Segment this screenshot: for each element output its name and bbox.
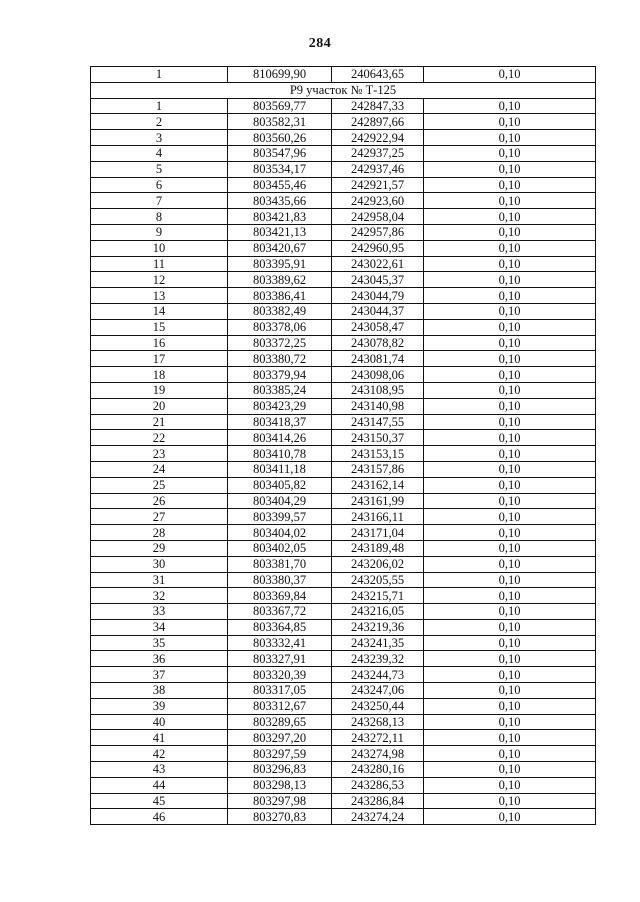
table-row	[91, 493, 596, 509]
point-number-cell: 45	[91, 793, 228, 809]
x-coordinate-cell: 803399,57	[228, 509, 332, 525]
x-coordinate-cell: 803423,29	[228, 398, 332, 414]
accuracy-cell: 0,10	[424, 572, 596, 588]
x-coordinate-cell: 803547,96	[228, 145, 332, 161]
accuracy-cell: 0,10	[424, 114, 596, 130]
x-coordinate-cell: 803569,77	[228, 98, 332, 114]
y-coordinate-cell: 243044,37	[332, 303, 424, 319]
table-row	[91, 525, 596, 541]
y-coordinate-cell: 242897,66	[332, 114, 424, 130]
x-coordinate-cell: 803296,83	[228, 762, 332, 778]
table-row	[91, 461, 596, 477]
x-coordinate-cell: 803560,26	[228, 130, 332, 146]
x-coordinate-cell: 803395,91	[228, 256, 332, 272]
table-row	[91, 193, 596, 209]
point-number-cell: 8	[91, 209, 228, 225]
y-coordinate-cell: 243274,98	[332, 746, 424, 762]
table-row	[91, 777, 596, 793]
table-row	[91, 398, 596, 414]
y-coordinate-cell: 243274,24	[332, 809, 424, 825]
y-coordinate-cell: 243286,84	[332, 793, 424, 809]
table-row	[91, 303, 596, 319]
table-row	[91, 177, 596, 193]
point-number-cell: 31	[91, 572, 228, 588]
y-coordinate-cell: 243058,47	[332, 319, 424, 335]
x-coordinate-cell: 803582,31	[228, 114, 332, 130]
point-number-cell: 44	[91, 777, 228, 793]
y-coordinate-cell: 243081,74	[332, 351, 424, 367]
accuracy-cell: 0,10	[424, 414, 596, 430]
accuracy-cell: 0,10	[424, 714, 596, 730]
y-coordinate-cell: 243162,14	[332, 477, 424, 493]
point-number-cell: 39	[91, 698, 228, 714]
y-coordinate-cell: 243108,95	[332, 382, 424, 398]
y-coordinate-cell: 243166,11	[332, 509, 424, 525]
table-row	[91, 556, 596, 572]
point-number-cell: 15	[91, 319, 228, 335]
x-coordinate-cell: 803420,67	[228, 240, 332, 256]
accuracy-cell: 0,10	[424, 430, 596, 446]
point-number-cell: 11	[91, 256, 228, 272]
x-coordinate-cell: 803317,05	[228, 683, 332, 699]
y-coordinate-cell: 243216,05	[332, 604, 424, 620]
y-coordinate-cell: 240643,65	[332, 67, 424, 83]
y-coordinate-cell: 243078,82	[332, 335, 424, 351]
y-coordinate-cell: 242847,33	[332, 98, 424, 114]
point-number-cell: 14	[91, 303, 228, 319]
y-coordinate-cell: 243244,73	[332, 667, 424, 683]
point-number-cell: 29	[91, 540, 228, 556]
point-number-cell: 28	[91, 525, 228, 541]
x-coordinate-cell: 803435,66	[228, 193, 332, 209]
point-number-cell: 35	[91, 635, 228, 651]
accuracy-cell: 0,10	[424, 651, 596, 667]
point-number-cell: 41	[91, 730, 228, 746]
point-number-cell: 12	[91, 272, 228, 288]
table-row	[91, 683, 596, 699]
y-coordinate-cell: 243150,37	[332, 430, 424, 446]
point-number-cell: 16	[91, 335, 228, 351]
table-row	[91, 161, 596, 177]
point-number-cell: 10	[91, 240, 228, 256]
accuracy-cell: 0,10	[424, 793, 596, 809]
point-number-cell: 26	[91, 493, 228, 509]
table-row	[91, 635, 596, 651]
x-coordinate-cell: 803455,46	[228, 177, 332, 193]
x-coordinate-cell: 803312,67	[228, 698, 332, 714]
point-number-cell: 40	[91, 714, 228, 730]
y-coordinate-cell: 243247,06	[332, 683, 424, 699]
table-row	[91, 588, 596, 604]
accuracy-cell: 0,10	[424, 525, 596, 541]
y-coordinate-cell: 243241,35	[332, 635, 424, 651]
y-coordinate-cell: 243239,32	[332, 651, 424, 667]
x-coordinate-cell: 803402,05	[228, 540, 332, 556]
x-coordinate-cell: 803382,49	[228, 303, 332, 319]
table-row	[91, 604, 596, 620]
y-coordinate-cell: 243147,55	[332, 414, 424, 430]
section-title: Р9 участок № Т-125	[91, 82, 596, 98]
y-coordinate-cell: 243140,98	[332, 398, 424, 414]
y-coordinate-cell: 243044,79	[332, 288, 424, 304]
accuracy-cell: 0,10	[424, 398, 596, 414]
y-coordinate-cell: 242960,95	[332, 240, 424, 256]
accuracy-cell: 0,10	[424, 98, 596, 114]
x-coordinate-cell: 803298,13	[228, 777, 332, 793]
accuracy-cell: 0,10	[424, 809, 596, 825]
accuracy-cell: 0,10	[424, 193, 596, 209]
x-coordinate-cell: 803332,41	[228, 635, 332, 651]
x-coordinate-cell: 803379,94	[228, 367, 332, 383]
y-coordinate-cell: 243153,15	[332, 446, 424, 462]
x-coordinate-cell: 803418,37	[228, 414, 332, 430]
x-coordinate-cell: 803378,06	[228, 319, 332, 335]
coordinates-table	[90, 66, 596, 825]
table-row	[91, 319, 596, 335]
accuracy-cell: 0,10	[424, 461, 596, 477]
accuracy-cell: 0,10	[424, 604, 596, 620]
y-coordinate-cell: 243157,86	[332, 461, 424, 477]
page-number: 284	[308, 36, 332, 51]
point-number-cell: 37	[91, 667, 228, 683]
point-number-cell: 38	[91, 683, 228, 699]
point-number-cell: 43	[91, 762, 228, 778]
table-row	[91, 651, 596, 667]
table-row	[91, 414, 596, 430]
accuracy-cell: 0,10	[424, 762, 596, 778]
point-number-cell: 36	[91, 651, 228, 667]
accuracy-cell: 0,10	[424, 446, 596, 462]
accuracy-cell: 0,10	[424, 130, 596, 146]
y-coordinate-cell: 242921,57	[332, 177, 424, 193]
point-number-cell: 1	[91, 98, 228, 114]
accuracy-cell: 0,10	[424, 335, 596, 351]
point-number-cell: 17	[91, 351, 228, 367]
x-coordinate-cell: 803297,98	[228, 793, 332, 809]
point-number-cell: 5	[91, 161, 228, 177]
y-coordinate-cell: 242923,60	[332, 193, 424, 209]
table-row	[91, 667, 596, 683]
x-coordinate-cell: 803381,70	[228, 556, 332, 572]
accuracy-cell: 0,10	[424, 161, 596, 177]
y-coordinate-cell: 243250,44	[332, 698, 424, 714]
x-coordinate-cell: 803404,29	[228, 493, 332, 509]
x-coordinate-cell: 803404,02	[228, 525, 332, 541]
point-number-cell: 24	[91, 461, 228, 477]
y-coordinate-cell: 243171,04	[332, 525, 424, 541]
table-row	[91, 67, 596, 83]
accuracy-cell: 0,10	[424, 477, 596, 493]
y-coordinate-cell: 242957,86	[332, 224, 424, 240]
point-number-cell: 46	[91, 809, 228, 825]
accuracy-cell: 0,10	[424, 145, 596, 161]
table-row	[91, 477, 596, 493]
table-row	[91, 335, 596, 351]
accuracy-cell: 0,10	[424, 556, 596, 572]
table-row	[91, 382, 596, 398]
point-number-cell: 13	[91, 288, 228, 304]
accuracy-cell: 0,10	[424, 777, 596, 793]
y-coordinate-cell: 243161,99	[332, 493, 424, 509]
x-coordinate-cell: 803289,65	[228, 714, 332, 730]
point-number-cell: 9	[91, 224, 228, 240]
accuracy-cell: 0,10	[424, 367, 596, 383]
x-coordinate-cell: 803410,78	[228, 446, 332, 462]
point-number-cell: 25	[91, 477, 228, 493]
point-number-cell: 19	[91, 382, 228, 398]
x-coordinate-cell: 803367,72	[228, 604, 332, 620]
x-coordinate-cell: 803380,37	[228, 572, 332, 588]
accuracy-cell: 0,10	[424, 67, 596, 83]
y-coordinate-cell: 243219,36	[332, 619, 424, 635]
accuracy-cell: 0,10	[424, 683, 596, 699]
x-coordinate-cell: 803421,83	[228, 209, 332, 225]
x-coordinate-cell: 803270,83	[228, 809, 332, 825]
accuracy-cell: 0,10	[424, 256, 596, 272]
point-number-cell: 30	[91, 556, 228, 572]
accuracy-cell: 0,10	[424, 209, 596, 225]
y-coordinate-cell: 243206,02	[332, 556, 424, 572]
y-coordinate-cell: 243189,48	[332, 540, 424, 556]
accuracy-cell: 0,10	[424, 746, 596, 762]
table-row	[91, 540, 596, 556]
point-number-cell: 20	[91, 398, 228, 414]
y-coordinate-cell: 242922,94	[332, 130, 424, 146]
accuracy-cell: 0,10	[424, 698, 596, 714]
table-row	[91, 714, 596, 730]
accuracy-cell: 0,10	[424, 382, 596, 398]
accuracy-cell: 0,10	[424, 177, 596, 193]
x-coordinate-cell: 803327,91	[228, 651, 332, 667]
accuracy-cell: 0,10	[424, 272, 596, 288]
x-coordinate-cell: 803320,39	[228, 667, 332, 683]
x-coordinate-cell: 803372,25	[228, 335, 332, 351]
accuracy-cell: 0,10	[424, 540, 596, 556]
point-number-cell: 3	[91, 130, 228, 146]
table-row	[91, 98, 596, 114]
accuracy-cell: 0,10	[424, 635, 596, 651]
x-coordinate-cell: 803405,82	[228, 477, 332, 493]
point-number-cell: 23	[91, 446, 228, 462]
table-row	[91, 367, 596, 383]
point-number-cell: 6	[91, 177, 228, 193]
point-number-cell: 21	[91, 414, 228, 430]
y-coordinate-cell: 242937,46	[332, 161, 424, 177]
table-row	[91, 446, 596, 462]
accuracy-cell: 0,10	[424, 351, 596, 367]
point-number-cell: 27	[91, 509, 228, 525]
table-row	[91, 351, 596, 367]
y-coordinate-cell: 243022,61	[332, 256, 424, 272]
coordinates-table-body	[91, 67, 596, 825]
point-number-cell: 2	[91, 114, 228, 130]
y-coordinate-cell: 242958,04	[332, 209, 424, 225]
x-coordinate-cell: 803297,59	[228, 746, 332, 762]
x-coordinate-cell: 803385,24	[228, 382, 332, 398]
point-number-cell: 1	[91, 67, 228, 83]
accuracy-cell: 0,10	[424, 667, 596, 683]
accuracy-cell: 0,10	[424, 588, 596, 604]
table-row	[91, 145, 596, 161]
table-row	[91, 130, 596, 146]
point-number-cell: 22	[91, 430, 228, 446]
table-row	[91, 240, 596, 256]
table-row	[91, 762, 596, 778]
y-coordinate-cell: 242937,25	[332, 145, 424, 161]
point-number-cell: 33	[91, 604, 228, 620]
accuracy-cell: 0,10	[424, 303, 596, 319]
point-number-cell: 32	[91, 588, 228, 604]
accuracy-cell: 0,10	[424, 319, 596, 335]
point-number-cell: 18	[91, 367, 228, 383]
table-row	[91, 572, 596, 588]
y-coordinate-cell: 243280,16	[332, 762, 424, 778]
x-coordinate-cell: 803297,20	[228, 730, 332, 746]
table-row	[91, 809, 596, 825]
accuracy-cell: 0,10	[424, 619, 596, 635]
x-coordinate-cell: 803389,62	[228, 272, 332, 288]
accuracy-cell: 0,10	[424, 240, 596, 256]
table-row	[91, 272, 596, 288]
table-row	[91, 509, 596, 525]
point-number-cell: 4	[91, 145, 228, 161]
table-row	[91, 224, 596, 240]
y-coordinate-cell: 243205,55	[332, 572, 424, 588]
x-coordinate-cell: 803369,84	[228, 588, 332, 604]
y-coordinate-cell: 243098,06	[332, 367, 424, 383]
section-header-row	[91, 82, 596, 98]
y-coordinate-cell: 243286,53	[332, 777, 424, 793]
x-coordinate-cell: 803414,26	[228, 430, 332, 446]
accuracy-cell: 0,10	[424, 730, 596, 746]
x-coordinate-cell: 803380,72	[228, 351, 332, 367]
table-row	[91, 619, 596, 635]
point-number-cell: 7	[91, 193, 228, 209]
table-row	[91, 256, 596, 272]
table-row	[91, 114, 596, 130]
x-coordinate-cell: 810699,90	[228, 67, 332, 83]
y-coordinate-cell: 243215,71	[332, 588, 424, 604]
point-number-cell: 34	[91, 619, 228, 635]
accuracy-cell: 0,10	[424, 224, 596, 240]
x-coordinate-cell: 803411,18	[228, 461, 332, 477]
accuracy-cell: 0,10	[424, 493, 596, 509]
table-row	[91, 746, 596, 762]
y-coordinate-cell: 243268,13	[332, 714, 424, 730]
table-row	[91, 288, 596, 304]
x-coordinate-cell: 803386,41	[228, 288, 332, 304]
table-row	[91, 730, 596, 746]
x-coordinate-cell: 803421,13	[228, 224, 332, 240]
table-row	[91, 209, 596, 225]
y-coordinate-cell: 243272,11	[332, 730, 424, 746]
table-row	[91, 793, 596, 809]
accuracy-cell: 0,10	[424, 288, 596, 304]
table-row	[91, 430, 596, 446]
x-coordinate-cell: 803364,85	[228, 619, 332, 635]
point-number-cell: 42	[91, 746, 228, 762]
y-coordinate-cell: 243045,37	[332, 272, 424, 288]
table-row	[91, 698, 596, 714]
x-coordinate-cell: 803534,17	[228, 161, 332, 177]
accuracy-cell: 0,10	[424, 509, 596, 525]
